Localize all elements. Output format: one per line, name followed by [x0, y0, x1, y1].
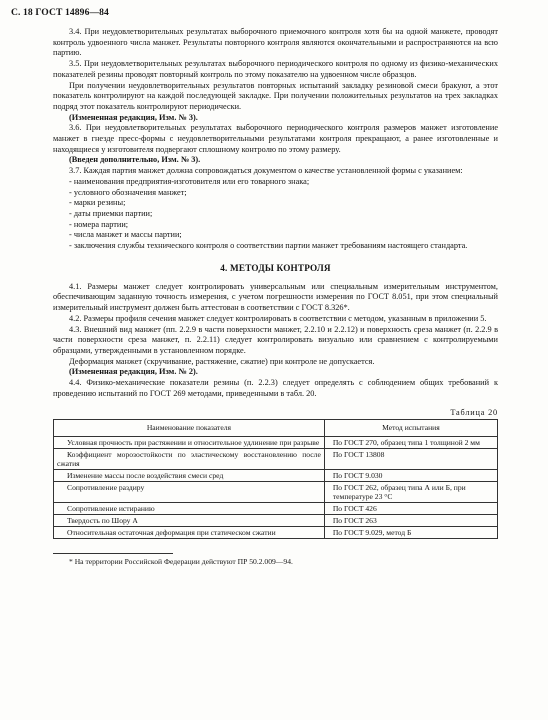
document-requirements-list — [53, 177, 498, 252]
table-cell: По ГОСТ 263 — [324, 514, 497, 526]
table-caption: Таблица 20 — [450, 407, 498, 417]
paragraph-4-2: 4.2. Размеры профиля сечения манжет следует контролировать в соответствии с методом, указанным в приложении 5. — [69, 313, 487, 323]
column-header: Метод испытания — [324, 419, 497, 436]
section-title: 4. МЕТОДЫ КОНТРОЛЯ — [220, 262, 331, 273]
page-header: С. 18 ГОСТ 14896—84 — [11, 7, 109, 18]
table-cell: По ГОСТ 262, образец типа А или Б, при температуре 23 °С — [324, 481, 497, 502]
amendment-note: (Введен дополнительно, Изм. № 3). — [69, 155, 201, 165]
paragraph-3-6: 3.6. При неудовлетворительных результатах выборочного периодического контроля размеров манжет изготовление манжет в гнезде пресс-формы с неудовлетворительными результатами контроля прекращают, а ранее изготовленные и находящиеся у изготовителя подвергают сплошному контролю по этому размеру. — [53, 123, 498, 154]
list-item: - наименования предприятия-изготовителя или его товарного знака; — [69, 176, 310, 186]
amendment-note: (Измененная редакция, Изм. № 2). — [69, 367, 198, 377]
paragraph-3-5-continued: При получении неудовлетворительных результатов повторных испытаний закладку резиновой смеси бракуют, а этот показатель контролируют на каждой последующей закладке. При получении положительных результатов на трех закладках подряд этот показатель контролируют периодически. — [53, 80, 498, 111]
list-item: - даты приемки партии; — [69, 208, 153, 218]
list-item: - марки резины; — [69, 198, 126, 208]
list-item: - числа манжет и массы партии; — [69, 230, 182, 240]
table-cell: Условная прочность при растяжении и относительное удлинение при разрыве — [54, 436, 325, 448]
table-header-row — [54, 419, 498, 436]
paragraph-4-3: 4.3. Внешний вид манжет (пп. 2.2.9 в части поверхности манжет, 2.2.10 и 2.2.12) и поверхность среза манжет (п. 2.2.9 в части поверхности среза манжет, п. 2.2.11) следует контролировать визуально или сравнением с контролируемыми образцами, утвержденными в установленном порядке. — [53, 324, 498, 355]
column-header: Наименование показателя — [54, 419, 325, 436]
list-item: - заключения службы технического контроля о соответствии партии манжет требованиям настоящего стандарта. — [69, 241, 468, 251]
paragraph-4-1: 4.1. Размеры манжет следует контролировать универсальным или специальным измерительным инструментом, обеспечивающим заданную точность измерения, с учетом погрешности измерения по ГОСТ 8.051, при этом специальный измерительный инструмент должен быть аттестован в соответствии с ГОСТ 8.326*. — [53, 281, 498, 313]
table-cell: По ГОСТ 9.030 — [324, 469, 497, 481]
table-cell: Изменение массы после воздействия смеси сред — [54, 469, 325, 481]
paragraph-3-7: 3.7. Каждая партия манжет должна сопровождаться документом о качестве установленной формы с указанием: — [69, 166, 463, 176]
paragraph-3-5: 3.5. При неудовлетворительных результатах выборочного периодического контроля по одному из физико-механических показателей резины проводят повторный контроль по этому показателю на удвоенном числе образцов. — [53, 59, 498, 79]
table-row — [54, 502, 498, 514]
table-row — [54, 469, 498, 481]
table-cell: Относительная остаточная деформация при статическом сжатии — [54, 526, 325, 538]
footnote-divider — [53, 553, 173, 554]
table-cell: По ГОСТ 9.029, метод Б — [324, 526, 497, 538]
table-cell: Твердость по Шору А — [54, 514, 325, 526]
table-cell: Сопротивление раздиру — [54, 481, 325, 502]
paragraph-4-4: 4.4. Физико-механические показатели резины (п. 2.2.3) следует определять с соблюдением общих требований к проведению испытаний по ГОСТ 269 методами, приведенными в табл. 20. — [53, 378, 498, 398]
list-item: - номера партии; — [69, 219, 129, 229]
table-cell: По ГОСТ 270, образец типа 1 толщиной 2 мм — [324, 436, 497, 448]
table-cell: По ГОСТ 13808 — [324, 448, 497, 469]
table-row — [54, 448, 498, 469]
table-cell: По ГОСТ 426 — [324, 502, 497, 514]
methods-table — [53, 419, 498, 539]
paragraph-4-3-continued: Деформация манжет (скручивание, растяжение, сжатие) при контроле не допускается. — [69, 356, 375, 366]
footnote: * На территории Российской Федерации действуют ПР 50.2.009—94. — [69, 556, 293, 566]
table-cell: Сопротивление истиранию — [54, 502, 325, 514]
list-item: - условного обозначения манжет; — [69, 187, 187, 197]
table-row — [54, 436, 498, 448]
table-row — [54, 526, 498, 538]
paragraph-3-4: 3.4. При неудовлетворительных результатах выборочного приемочного контроля хотя бы на одной манжете, проводят контроль удвоенного числа манжет. Результаты повторного контроля являются окончательными и распространяются на всю партию. — [53, 27, 498, 58]
table-row — [54, 481, 498, 502]
amendment-note: (Измененная редакция, Изм. № 3). — [69, 112, 198, 122]
table-row — [54, 514, 498, 526]
table-cell: Коэффициент морозостойкости по эластическому восстановлению после сжатия — [54, 448, 325, 469]
